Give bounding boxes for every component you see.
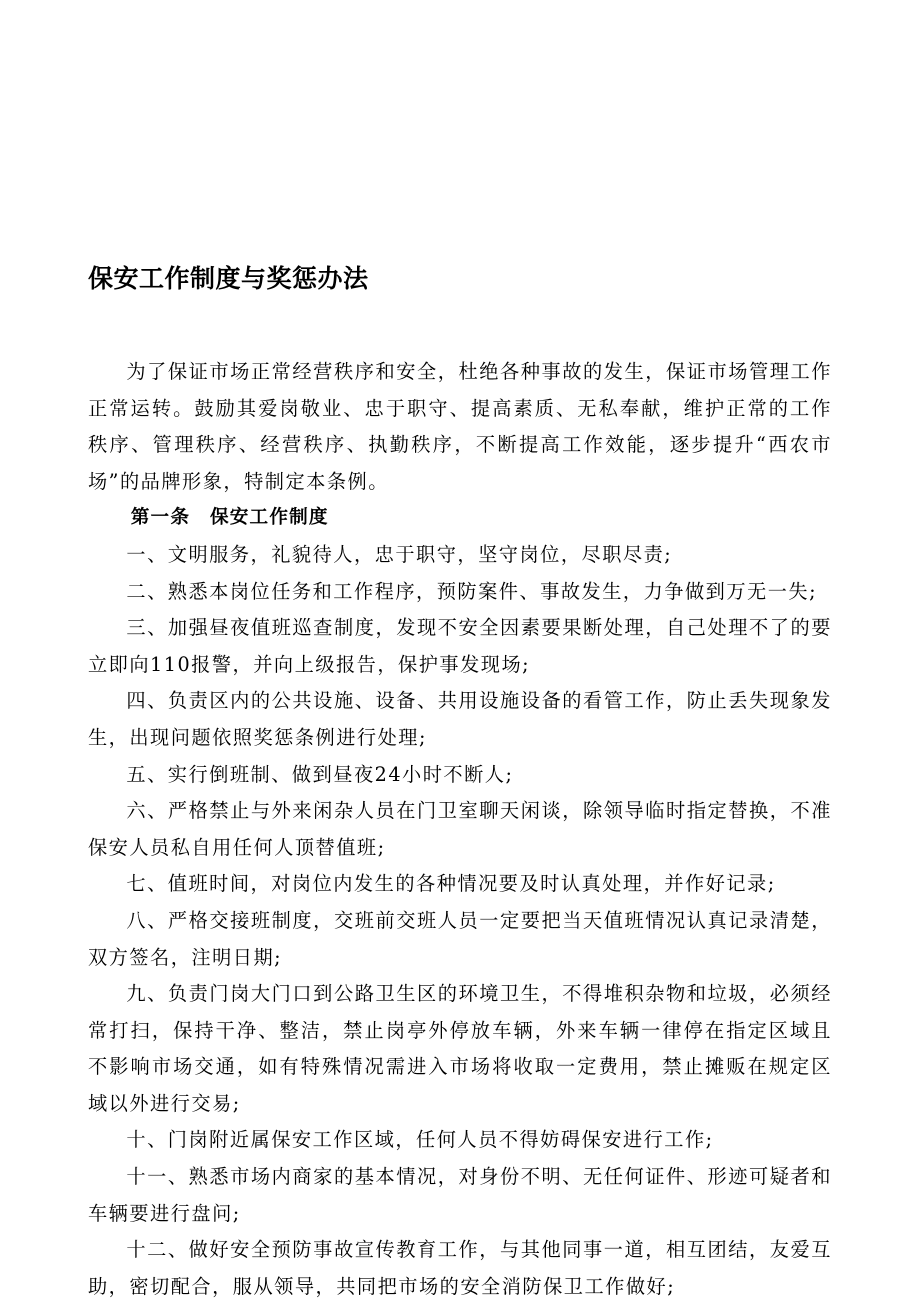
rule-item-11: 十一、熟悉市场内商家的基本情况，对身份不明、无任何证件、形迹可疑者和车辆要进行盘问; [88,1165,832,1225]
document-body [88,354,832,1305]
rule-item-9: 九、负责门岗大门口到公路卫生区的环境卫生，不得堆积杂物和垃圾，必须经常打扫，保持干净、整洁，禁止岗亭外停放车辆，外来车辆一律停在指定区域且不影响市场交通，如有特殊情况需进入市场将收取一定费用，禁止摊贩在规定区域以外进行交易; [88,982,832,1115]
section-heading: 第一条 保安工作制度 [130,507,329,529]
rule-item-7: 七、值班时间，对岗位内发生的各种情况要及时认真处理，并作好记录; [126,872,776,896]
document-title: 保安工作制度与奖惩办法 [88,264,369,293]
rule-item-8: 八、严格交接班制度，交班前交班人员一定要把当天值班情况认真记录清楚，双方签名，注明日期; [88,908,832,969]
rule-item-4: 四、负责区内的公共设施、设备、共用设施设备的看管工作，防止丢失现象发生，出现问题依照奖惩条例进行处理; [88,689,832,749]
rule-item-5: 五、实行倒班制、做到昼夜24小时不断人; [126,762,514,786]
rule-item-10: 十、门岗附近属保安工作区域，任何人员不得妨碍保安进行工作; [126,1128,714,1152]
intro-paragraph: 为了保证市场正常经营秩序和安全，杜绝各种事故的发生，保证市场管理工作正常运转。鼓励其爱岗敬业、忠于职守、提高素质、无私奉献，维护正常的工作秩序、管理秩序、经营秩序、执勤秩序，不断提高工作效能，逐步提升“西农市场”的品牌形象，特制定本条例。 [88,360,832,493]
rule-item-2: 二、熟悉本岗位任务和工作程序，预防案件、事故发生，力争做到万无一失; [126,579,818,603]
rule-item-3: 三、加强昼夜值班巡查制度，发现不安全因素要果断处理，自己处理不了的要立即向110报警，并向上级报告，保护事发现场; [88,616,832,676]
rule-item-6: 六、严格禁止与外来闲杂人员在门卫室聊天闲谈，除领导临时指定替换，不准保安人员私自用任何人顶替值班; [88,799,832,859]
rule-item-12: 十二、做好安全预防事故宣传教育工作，与其他同事一道，相互团结，友爱互助，密切配合，服从领导，共同把市场的安全消防保卫工作做好; [88,1238,832,1298]
rule-item-1: 一、文明服务，礼貌待人，忠于职守，坚守岗位，尽职尽责; [126,542,673,566]
